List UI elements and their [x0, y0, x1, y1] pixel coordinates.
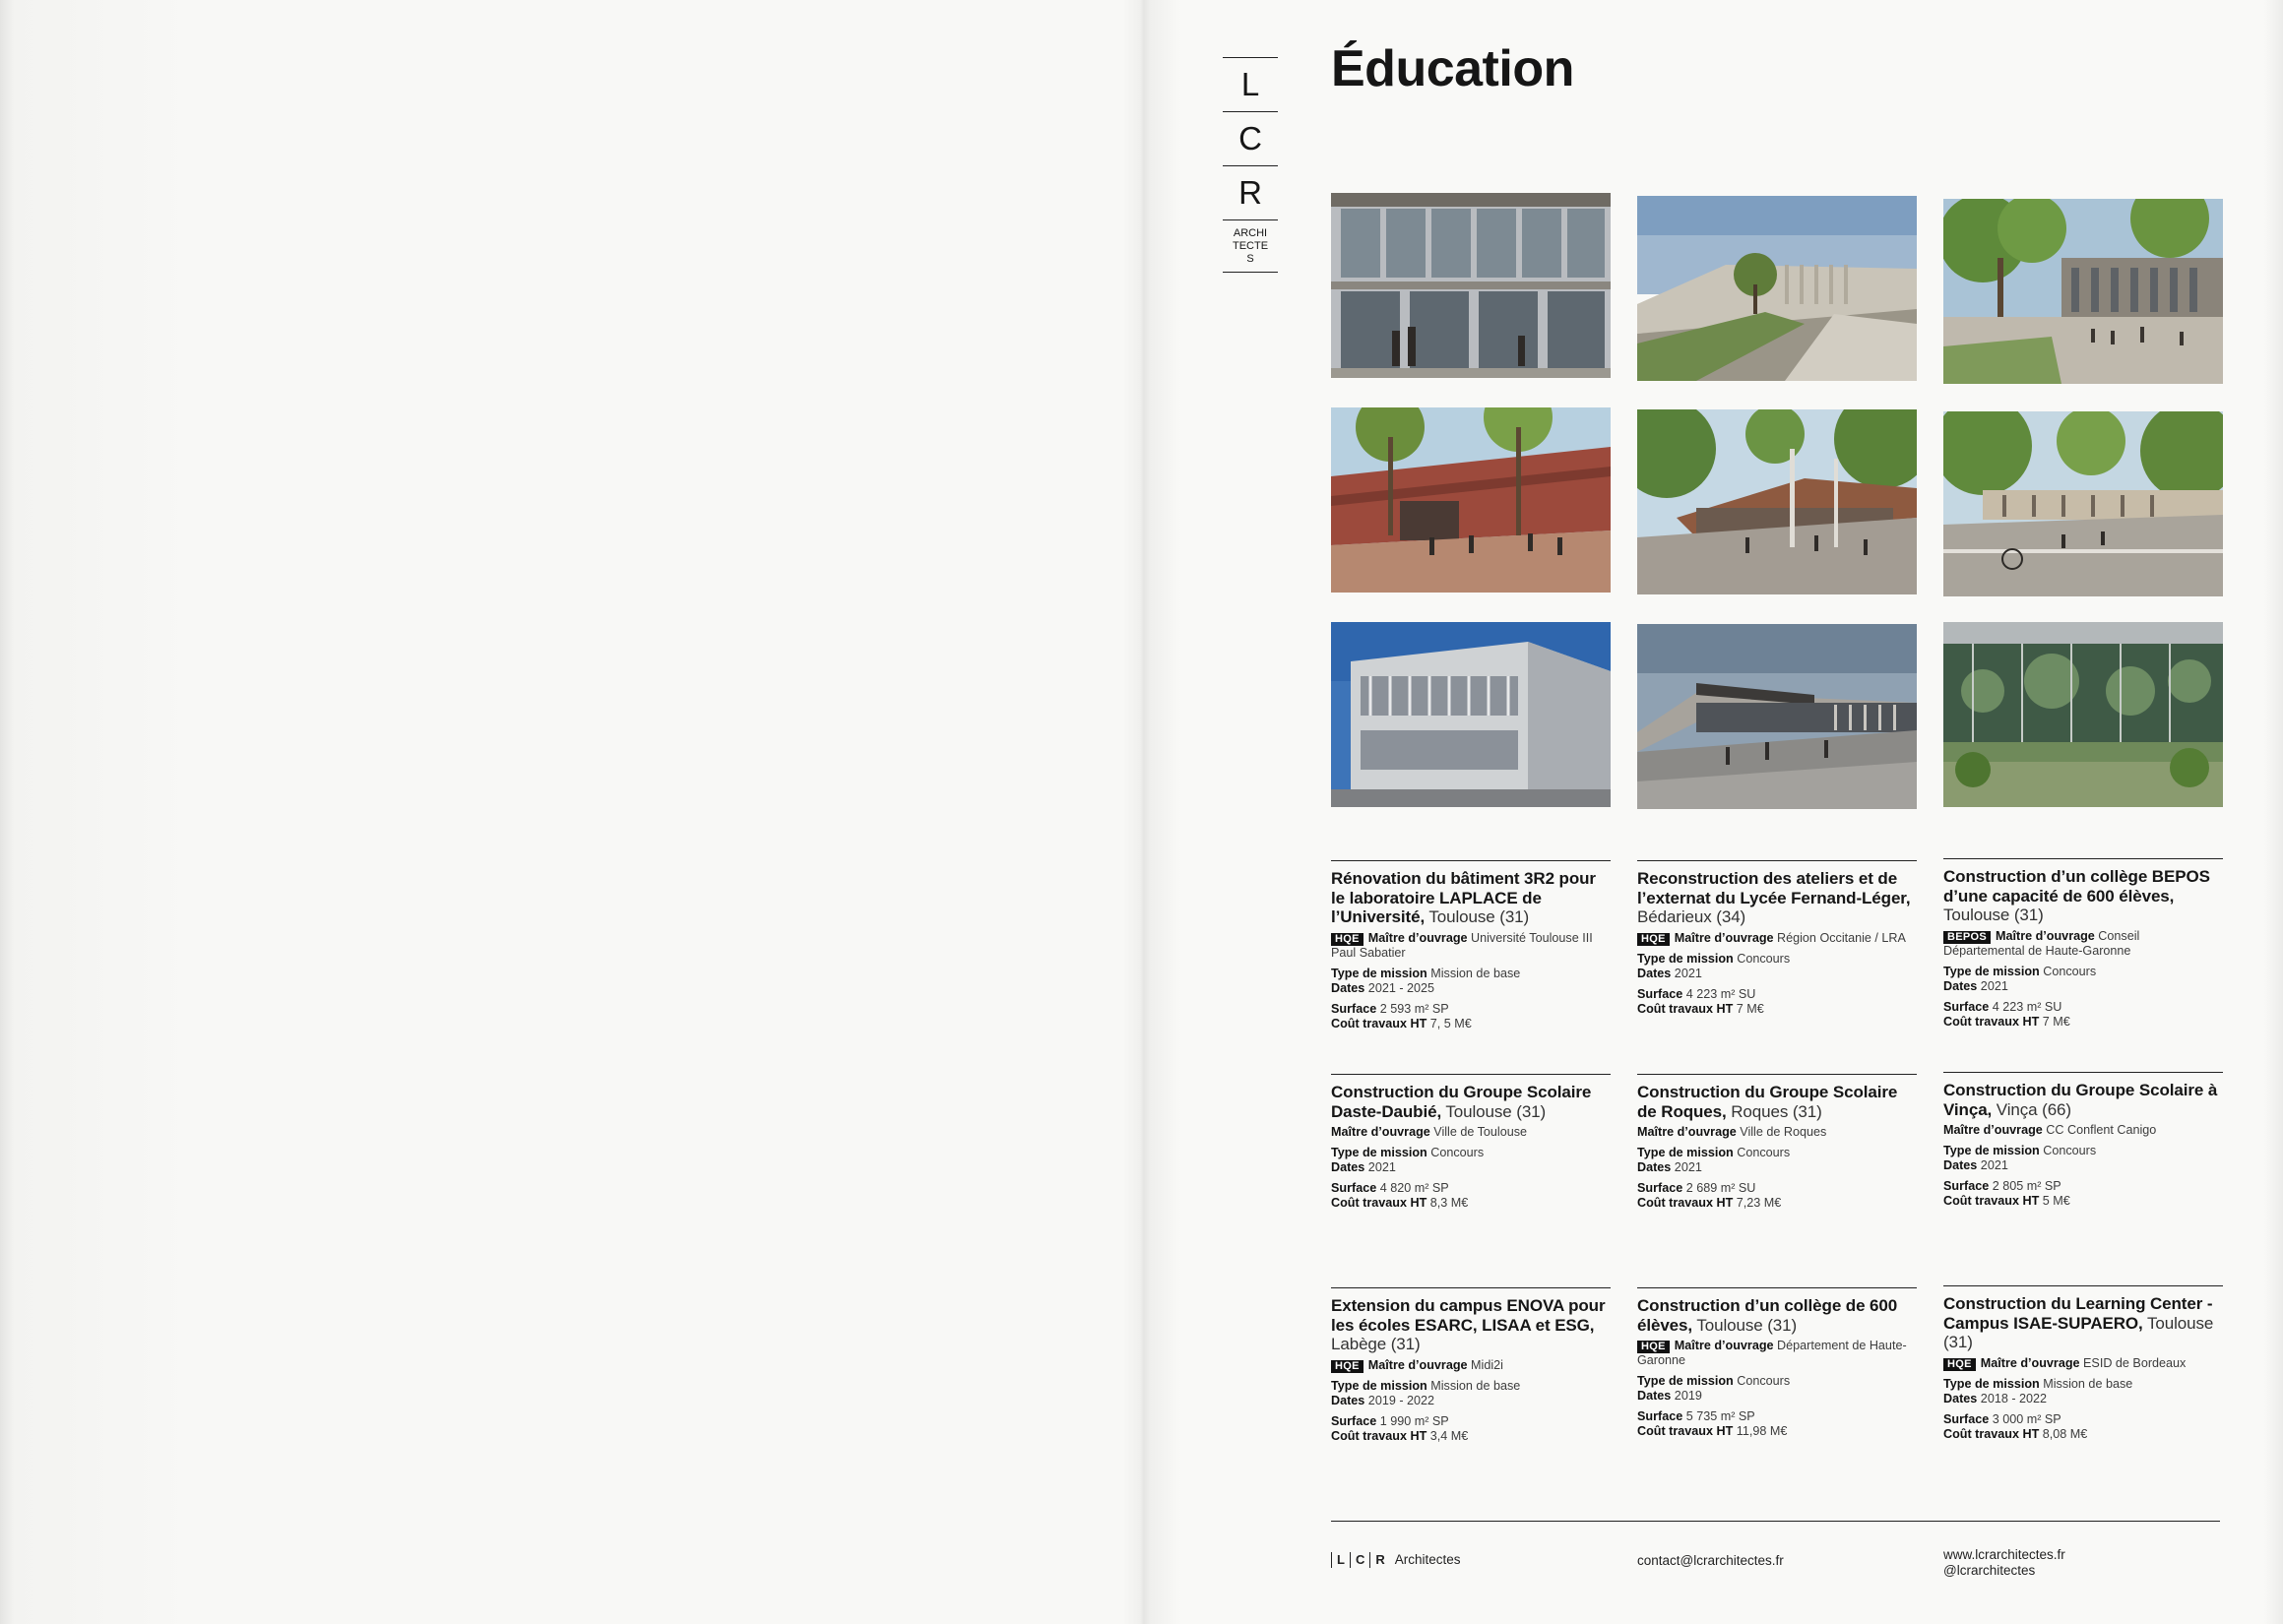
project-surface: Surface 4 820 m² SP: [1331, 1181, 1449, 1195]
project-dates: Dates 2021: [1943, 1158, 2008, 1172]
project-cost: Coût travaux HT 5 M€: [1943, 1194, 2070, 1208]
project-card-9: [1943, 1285, 2223, 1442]
project-cost: Coût travaux HT 7,23 M€: [1637, 1196, 1782, 1210]
logo-letter-l: L: [1223, 57, 1278, 111]
logo-subtitle: ARCHI TECTE S: [1223, 219, 1278, 273]
project-cost: Coût travaux HT 8,3 M€: [1331, 1196, 1469, 1210]
project-owner: Maître d’ouvrage Ville de Toulouse: [1331, 1125, 1528, 1139]
project-cost: Coût travaux HT 11,98 M€: [1637, 1424, 1788, 1438]
project-cost: Coût travaux HT 3,4 M€: [1331, 1428, 1469, 1443]
project-mission: Type de mission Concours: [1637, 1146, 1791, 1159]
project-surface: Surface 4 223 m² SU: [1943, 999, 2062, 1014]
project-owner: HQE Maître d’ouvrage Université Toulouse III Paul Sabatier: [1331, 930, 1593, 960]
project-title: Extension du campus ENOVA pour les écoles ESARC, LISAA et ESG, Labège (31): [1331, 1296, 1606, 1353]
project-photo-4: [1331, 407, 1611, 593]
hqe-badge: HQE: [1943, 1358, 1976, 1371]
project-owner: HQE Maître d’ouvrage Département de Haute-Garonne: [1637, 1339, 1907, 1367]
project-photo-9: [1943, 622, 2223, 807]
project-dates: Dates 2021: [1331, 1160, 1396, 1174]
project-card-4: [1331, 1074, 1611, 1211]
project-card-7: [1331, 1287, 1611, 1444]
project-photo-1: [1331, 193, 1611, 378]
footer-logo: [1331, 1552, 1461, 1568]
project-mission: Type de mission Concours: [1943, 964, 2097, 978]
project-dates: Dates 2019 - 2022: [1331, 1393, 1435, 1407]
project-cost: Coût travaux HT 7 M€: [1943, 1014, 2070, 1029]
project-dates: Dates 2021: [1943, 978, 2008, 993]
logo-letter-c: C: [1223, 111, 1278, 165]
project-mission: Type de mission Mission de base: [1943, 1376, 2133, 1391]
project-card-6: [1943, 1072, 2223, 1209]
project-title: Construction du Groupe Scolaire de Roques, Roques (31): [1637, 1083, 1898, 1121]
project-dates: Dates 2019: [1637, 1389, 1702, 1403]
footer-handle[interactable]: @lcrarchitectes: [1943, 1563, 2036, 1578]
project-surface: Surface 5 735 m² SP: [1637, 1409, 1755, 1423]
footer-architectes: Architectes: [1394, 1552, 1461, 1567]
footer-email[interactable]: contact@lcrarchitectes.fr: [1637, 1553, 1784, 1568]
project-surface: Surface 2 593 m² SP: [1331, 1001, 1449, 1016]
project-owner: Maître d’ouvrage CC Conflent Canigo: [1943, 1123, 2157, 1137]
project-owner: HQE Maître d’ouvrage Région Occitanie / LRA: [1637, 931, 1917, 946]
footer-website[interactable]: www.lcrarchitectes.fr: [1943, 1547, 2065, 1562]
project-owner: Maître d’ouvrage Ville de Roques: [1637, 1125, 1827, 1139]
project-title: Rénovation du bâtiment 3R2 pour le laboratoire LAPLACE de l’Université, Toulouse (31): [1331, 869, 1596, 926]
project-owner: HQE Maître d’ouvrage Midi2i: [1331, 1358, 1611, 1373]
hqe-badge: HQE: [1637, 933, 1670, 946]
project-surface: Surface 3 000 m² SP: [1943, 1411, 2061, 1426]
project-title: Construction d’un collège de 600 élèves, Toulouse (31): [1637, 1296, 1898, 1335]
project-surface: Surface 2 689 m² SU: [1637, 1181, 1756, 1195]
project-owner: HQE Maître d’ouvrage ESID de Bordeaux: [1943, 1356, 2223, 1371]
project-mission: Type de mission Mission de base: [1331, 966, 1521, 980]
project-title: Reconstruction des ateliers et de l’externat du Lycée Fernand-Léger, Bédarieux (34): [1637, 869, 1911, 926]
project-photo-7: [1331, 622, 1611, 807]
project-card-2: [1637, 860, 1917, 1017]
project-photo-6: [1943, 411, 2223, 596]
project-owner: BEPOS Maître d’ouvrage Conseil Départemental de Haute-Garonne: [1943, 928, 2140, 958]
project-mission: Type de mission Concours: [1943, 1144, 2097, 1157]
bepos-badge: BEPOS: [1943, 931, 1991, 944]
project-card-8: [1637, 1287, 1917, 1439]
page-title: Éducation: [1331, 40, 1574, 97]
project-title: Construction d’un collège BEPOS d’une capacité de 600 élèves, Toulouse (31): [1943, 867, 2210, 924]
footer-divider: [1331, 1521, 2220, 1522]
project-photo-3: [1943, 199, 2223, 384]
project-title: Construction du Groupe Scolaire à Vinça, Vinça (66): [1943, 1081, 2218, 1119]
project-cost: Coût travaux HT 7, 5 M€: [1331, 1016, 1472, 1031]
project-surface: Surface 1 990 m² SP: [1331, 1413, 1449, 1428]
project-dates: Dates 2021: [1637, 966, 1702, 980]
project-photo-2: [1637, 196, 1917, 381]
project-title: Construction du Learning Center - Campus ISAE-SUPAERO, Toulouse (31): [1943, 1294, 2214, 1351]
project-title: Construction du Groupe Scolaire Daste-Daubié, Toulouse (31): [1331, 1083, 1592, 1121]
project-card-5: [1637, 1074, 1917, 1211]
logo-letter-r: R: [1223, 165, 1278, 219]
project-mission: Type de mission Mission de base: [1331, 1378, 1521, 1393]
hqe-badge: HQE: [1331, 1360, 1363, 1373]
hqe-badge: HQE: [1637, 1341, 1670, 1353]
project-dates: Dates 2021: [1637, 1160, 1702, 1174]
project-mission: Type de mission Concours: [1637, 1374, 1791, 1388]
project-cost: Coût travaux HT 8,08 M€: [1943, 1426, 2088, 1441]
project-mission: Type de mission Concours: [1331, 1146, 1485, 1159]
project-surface: Surface 4 223 m² SU: [1637, 986, 1756, 1001]
project-surface: Surface 2 805 m² SP: [1943, 1179, 2061, 1193]
hqe-badge: HQE: [1331, 933, 1363, 946]
lcr-logo: [1223, 57, 1278, 273]
project-mission: Type de mission Concours: [1637, 951, 1791, 966]
project-dates: Dates 2021 - 2025: [1331, 980, 1435, 995]
project-card-1: [1331, 860, 1611, 1031]
footer-links: [1943, 1547, 2065, 1579]
project-cost: Coût travaux HT 7 M€: [1637, 1001, 1764, 1016]
project-dates: Dates 2018 - 2022: [1943, 1391, 2048, 1405]
project-photo-8: [1637, 624, 1917, 809]
project-card-3: [1943, 858, 2223, 1030]
mini-logo: L C R Architectes: [1331, 1552, 1461, 1568]
project-photo-5: [1637, 409, 1917, 594]
